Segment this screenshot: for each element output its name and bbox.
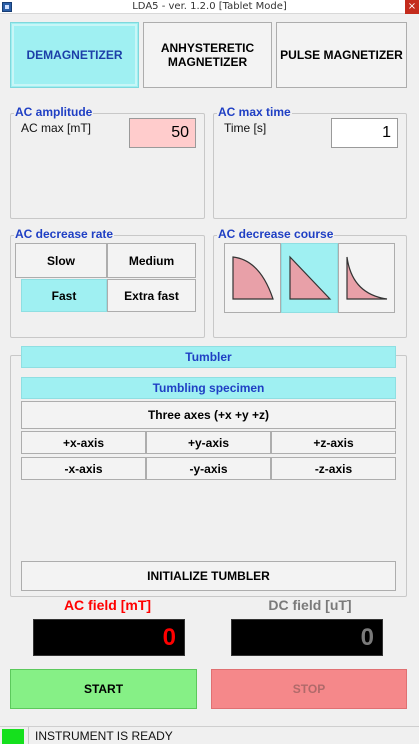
tumbler-group (10, 350, 407, 597)
status-divider (28, 727, 29, 744)
ac-max-label: AC max [mT] (21, 121, 92, 135)
start-button[interactable]: START (10, 669, 197, 709)
status-bar (0, 726, 419, 744)
dc-field-display: 0 (231, 619, 383, 656)
ac-field-label: AC field [mT] (63, 597, 152, 613)
linear-decay-curve-icon (287, 254, 333, 302)
ac-decrease-course-title: AC decrease course (218, 227, 334, 241)
tab-anhysteretic-magnetizer[interactable] (143, 22, 272, 88)
rate-extra-fast-button[interactable]: Extra fast (107, 279, 196, 312)
dc-field-label: DC field [uT] (268, 597, 352, 613)
ac-max-time-title: AC max time (218, 105, 291, 119)
ac-decrease-course-group (213, 227, 407, 338)
ac-max-input[interactable]: 50 (129, 118, 196, 148)
tab-pulse-magnetizer-label: PULSE MAGNETIZER (280, 48, 403, 62)
ac-decrease-rate-group (10, 227, 205, 338)
rate-fast-button[interactable]: Fast (21, 279, 107, 312)
time-input[interactable]: 1 (331, 118, 398, 148)
time-label: Time [s] (224, 121, 267, 135)
three-axes-button[interactable]: Three axes (+x +y +z) (21, 401, 396, 429)
ac-amplitude-group (10, 105, 205, 219)
course-convex-button[interactable] (224, 243, 281, 313)
minus-z-axis-button[interactable]: -z-axis (271, 457, 396, 480)
plus-x-axis-button[interactable]: +x-axis (21, 431, 146, 454)
course-concave-button[interactable] (338, 243, 395, 313)
tab-demagnetizer[interactable] (10, 22, 139, 88)
status-indicator-light (2, 729, 24, 744)
initialize-tumbler-button[interactable]: INITIALIZE TUMBLER (21, 561, 396, 591)
rate-slow-button[interactable]: Slow (15, 243, 107, 278)
window-title: LDA5 - ver. 1.2.0 [Tablet Mode] (132, 1, 287, 12)
ac-max-time-group (213, 105, 407, 219)
stop-button[interactable]: STOP (211, 669, 407, 709)
title-bar (0, 0, 419, 14)
minus-y-axis-button[interactable]: -y-axis (146, 457, 271, 480)
plus-y-axis-button[interactable]: +y-axis (146, 431, 271, 454)
ac-amplitude-title: AC amplitude (15, 105, 93, 119)
minus-x-axis-button[interactable]: -x-axis (21, 457, 146, 480)
ac-decrease-rate-title: AC decrease rate (15, 227, 114, 241)
tab-pulse-magnetizer[interactable] (276, 22, 407, 88)
plus-z-axis-button[interactable]: +z-axis (271, 431, 396, 454)
tumbling-specimen-button[interactable]: Tumbling specimen (21, 377, 396, 399)
tumbler-header[interactable]: Tumbler (21, 346, 396, 368)
rate-medium-button[interactable]: Medium (107, 243, 196, 278)
ac-field-display: 0 (33, 619, 185, 656)
concave-decay-curve-icon (344, 254, 390, 302)
tab-anhysteretic-magnetizer-label: ANHYSTERETIC MAGNETIZER (160, 41, 255, 69)
convex-decay-curve-icon (230, 254, 276, 302)
tab-demagnetizer-label: DEMAGNETIZER (26, 48, 123, 62)
course-linear-button[interactable] (281, 243, 338, 313)
close-button[interactable]: × (405, 0, 419, 14)
status-text: INSTRUMENT IS READY (35, 729, 173, 743)
